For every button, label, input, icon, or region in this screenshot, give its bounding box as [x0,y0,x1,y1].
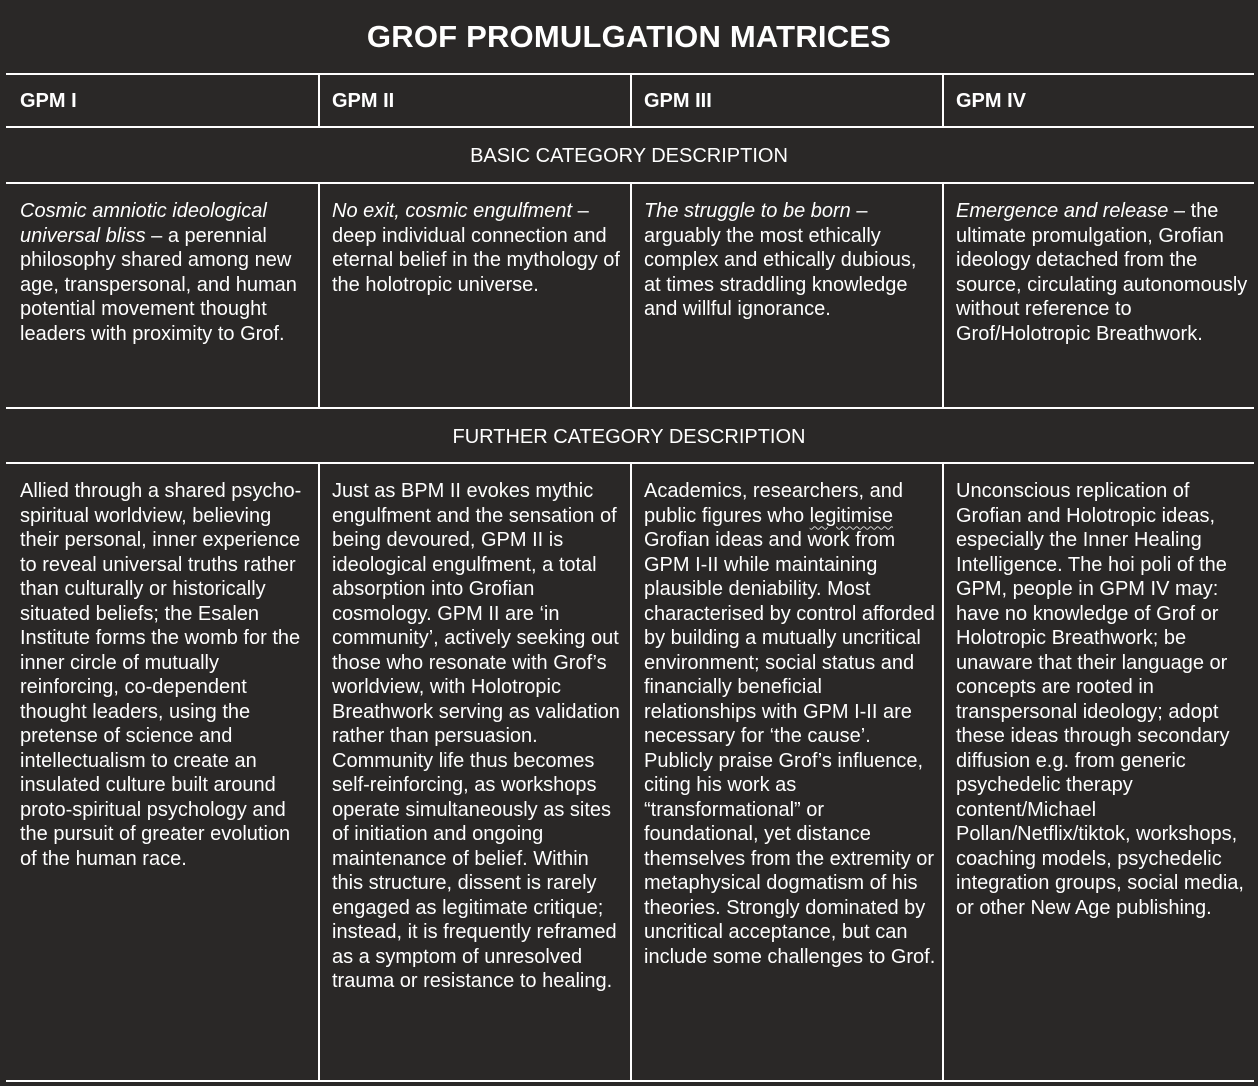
basic-lead: Cosmic amniotic ideological universal bliss [20,200,267,247]
column-header-gpm-3: GPM III [644,89,712,112]
basic-lead: The struggle to be born [644,200,851,222]
spellcheck-word: legitimise [809,504,894,527]
basic-cell-gpm-1 [6,199,318,346]
basic-lead: No exit, cosmic engulfment [332,200,573,222]
column-header-gpm-1: GPM I [20,89,77,112]
basic-lead: Emergence and release [956,200,1169,222]
basic-text: – a perennial philosophy shared among new age, transpersonal, and human potential movement thought leaders with proximity to Grof. [20,224,297,345]
further-text: Academics, researchers, and public figures who [644,480,904,527]
further-cell-gpm-4: Unconscious replication of Grofian and Holotropic ideas, especially the Inner Healing Intelligence. The hoi poli of the GPM, people in GPM IV may: have no knowledge of Grof or Holotropic Breathwork; be unaware that their language or concepts are rooted in transpersonal ideology; adopt these ideas through secondary diffusion e.g. from generic psychedelic therapy content/Michael Pollan/Netflix/tiktok, workshops, coaching models, psychedelic integration groups, social media, or other New Age publishing. [956,480,1244,919]
basic-cell-gpm-4 [942,199,1254,346]
basic-text: – the ultimate promulgation, Grofian ideology detached from the source, circulating autonomously without reference to Grof/Holotropic Breathwork. [956,200,1248,345]
further-cell-gpm-2: Just as BPM II evokes mythic engulfment and the sensation of being devoured, GPM II is ideological engulfment, a total absorption into Grofian cosmology. GPM II are ‘in community’, actively seeking out those who resonate with Grof’s worldview, with Holotropic Breathwork serving as validation rather than persuasion. Community life thus becomes self-reinforcing, as workshops operate simultaneously as sites of initiation and ongoing maintenance of belief. Within this structure, dissent is rarely engaged as legitimate critique; instead, it is frequently reframed as a symptom of unresolved trauma or resistance to healing. [332,480,620,992]
basic-text: – deep individual connection and eternal belief in the mythology of the holotropic universe. [332,200,620,296]
page-title: GROF PROMULGATION MATRICES [366,19,892,54]
basic-text: – arguably the most ethically complex and ethically dubious, at times straddling knowledge and willful ignorance. [644,200,917,320]
section-label-further: FURTHER CATEGORY DESCRIPTION [452,426,806,448]
further-text: Grofian ideas and work from GPM I-II while maintaining plausible deniability. Most characterised by control afforded by building a mutually uncritical environment; social status and financially beneficial relationships with GPM I-II are necessary for ‘the cause’. Publicly praise Grof’s influence, citing his work as “transformational” or foundational, yet distance themselves from the extremity or metaphysical dogmatism of his theories. Strongly dominated by uncritical acceptance, but can include some challenges to Grof. [644,529,936,968]
column-header-gpm-4: GPM IV [956,89,1027,112]
column-header-gpm-2: GPM II [332,89,395,112]
further-cell-gpm-3 [630,479,942,969]
basic-cell-gpm-2 [318,199,630,297]
further-cell-gpm-1: Allied through a shared psycho-spiritual worldview, believing their personal, inner experience to reveal universal truths rather than culturally or historically situated beliefs; the Esalen Institute forms the womb for the inner circle of mutually reinforcing, co-dependent thought leaders, using the pretense of science and intellectualism to create an insulated culture built around proto-spiritual psychology and the pursuit of greater evolution of the human race. [20,480,302,870]
basic-cell-gpm-3 [630,199,942,322]
section-label-basic: BASIC CATEGORY DESCRIPTION [470,145,788,167]
